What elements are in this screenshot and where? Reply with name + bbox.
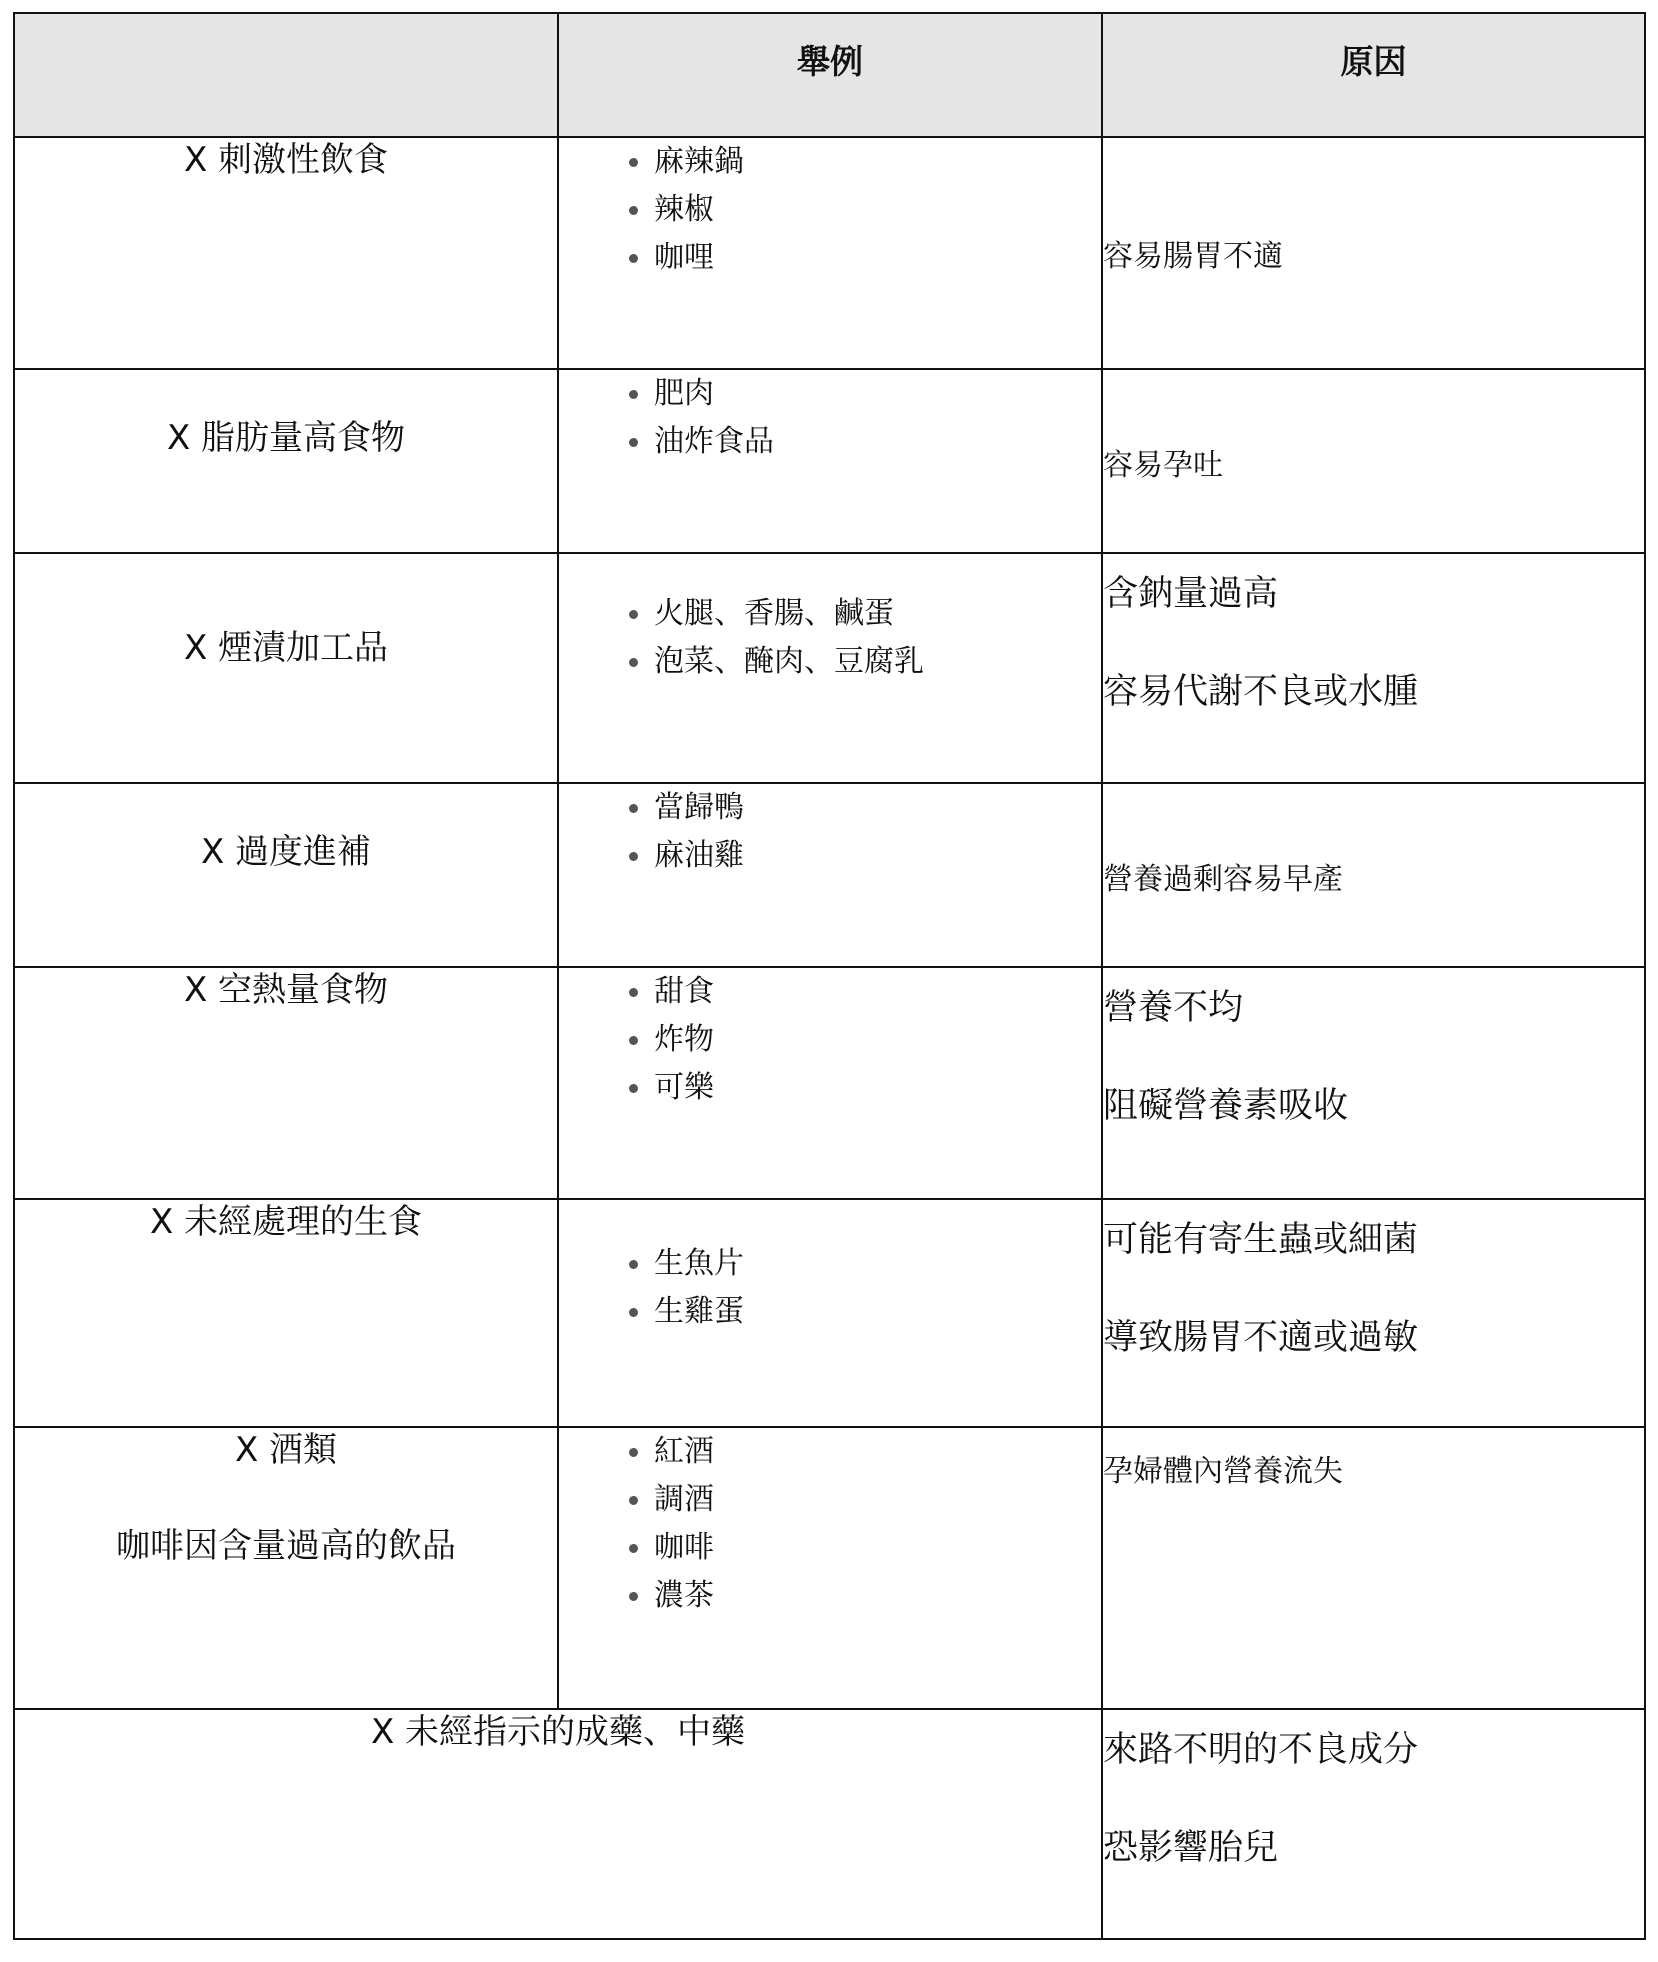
examples-list [559,784,1101,880]
table-row [14,1709,1645,1939]
category-label: X 刺激性飲食 [183,140,389,180]
reason-cell [1102,967,1645,1199]
table-header-row [14,13,1645,137]
table-row [14,1427,1645,1709]
category-label: X 煙漬加工品 [183,628,389,668]
list-item: 咖啡 [654,1524,1101,1572]
reason-text: 營養不均 [1103,988,1244,1028]
list-item: 生魚片 [654,1240,1101,1288]
reason-text: 容易孕吐 [1103,448,1223,483]
reason-text: 恐影響胎兒 [1103,1827,1279,1868]
list-item: 甜食 [654,968,1101,1016]
examples-cell [558,967,1102,1199]
category-label: X 未經處理的生食 [149,1202,423,1242]
list-item: 濃茶 [654,1572,1101,1620]
examples-list [559,590,1101,686]
category-label: X 酒類 [234,1430,338,1470]
examples-cell [558,369,1102,553]
list-item: 可樂 [654,1064,1101,1112]
category-cell [14,783,558,967]
header-examples: 舉例 [558,13,1102,137]
header-reasons: 原因 [1102,13,1645,137]
list-item: 生雞蛋 [654,1288,1101,1336]
category-cell [14,1199,558,1427]
examples-cell [558,553,1102,783]
reason-cell [1102,553,1645,783]
reason-cell [1102,1427,1645,1709]
diet-table [13,12,1646,1940]
category-label: X 未經指示的成藥、中藥 [370,1712,746,1752]
table-row [14,1199,1645,1427]
table-row [14,137,1645,369]
category-cell [14,137,558,369]
reason-text: 孕婦體內營養流失 [1103,1454,1343,1489]
reason-cell [1102,783,1645,967]
table-row [14,967,1645,1199]
category-cell [14,369,558,553]
category-cell [14,967,558,1199]
list-item: 泡菜、醃肉、豆腐乳 [654,638,1101,686]
reason-text: 容易腸胃不適 [1103,239,1283,274]
category-label: X 過度進補 [200,832,372,872]
category-label: 咖啡因含量過高的飲品 [116,1526,456,1567]
examples-list [559,968,1101,1112]
list-item: 調酒 [654,1476,1101,1524]
reason-cell [1102,369,1645,553]
list-item: 當歸鴨 [654,784,1101,832]
list-item: 火腿、香腸、鹹蛋 [654,590,1101,638]
reason-text: 導致腸胃不適或過敏 [1103,1317,1419,1358]
list-item: 紅酒 [654,1428,1101,1476]
table-row [14,783,1645,967]
reason-text: 阻礙營養素吸收 [1103,1085,1349,1126]
examples-cell [558,1199,1102,1427]
list-item: 辣椒 [654,186,1101,234]
table-row [14,369,1645,553]
examples-list [559,1240,1101,1336]
list-item: 咖哩 [654,234,1101,282]
reason-text: 含鈉量過高 [1103,574,1279,614]
list-item: 麻辣鍋 [654,138,1101,186]
list-item: 肥肉 [654,370,1101,418]
list-item: 炸物 [654,1016,1101,1064]
table-row [14,553,1645,783]
reason-text: 容易代謝不良或水腫 [1103,671,1419,712]
examples-list [559,1428,1101,1620]
category-label: X 脂肪量高食物 [166,418,406,458]
examples-list [559,138,1101,282]
examples-list [559,370,1101,466]
reason-text: 來路不明的不良成分 [1103,1730,1419,1770]
reason-text: 可能有寄生蟲或細菌 [1103,1220,1419,1260]
list-item: 油炸食品 [654,418,1101,466]
examples-cell [558,137,1102,369]
reason-cell [1102,1199,1645,1427]
examples-cell [558,783,1102,967]
reason-text: 營養過剩容易早產 [1103,862,1343,897]
reason-block [1103,986,1644,1129]
reason-block [1103,572,1644,715]
reason-block [1103,1728,1644,1871]
category-cell [14,1709,1102,1939]
category-label: X 空熱量食物 [183,970,389,1010]
reason-cell [1102,137,1645,369]
reason-cell [1102,1709,1645,1939]
category-cell [14,1427,558,1709]
examples-cell [558,1427,1102,1709]
category-cell [14,553,558,783]
header-empty [14,13,558,137]
reason-block [1103,1218,1644,1361]
list-item: 麻油雞 [654,832,1101,880]
